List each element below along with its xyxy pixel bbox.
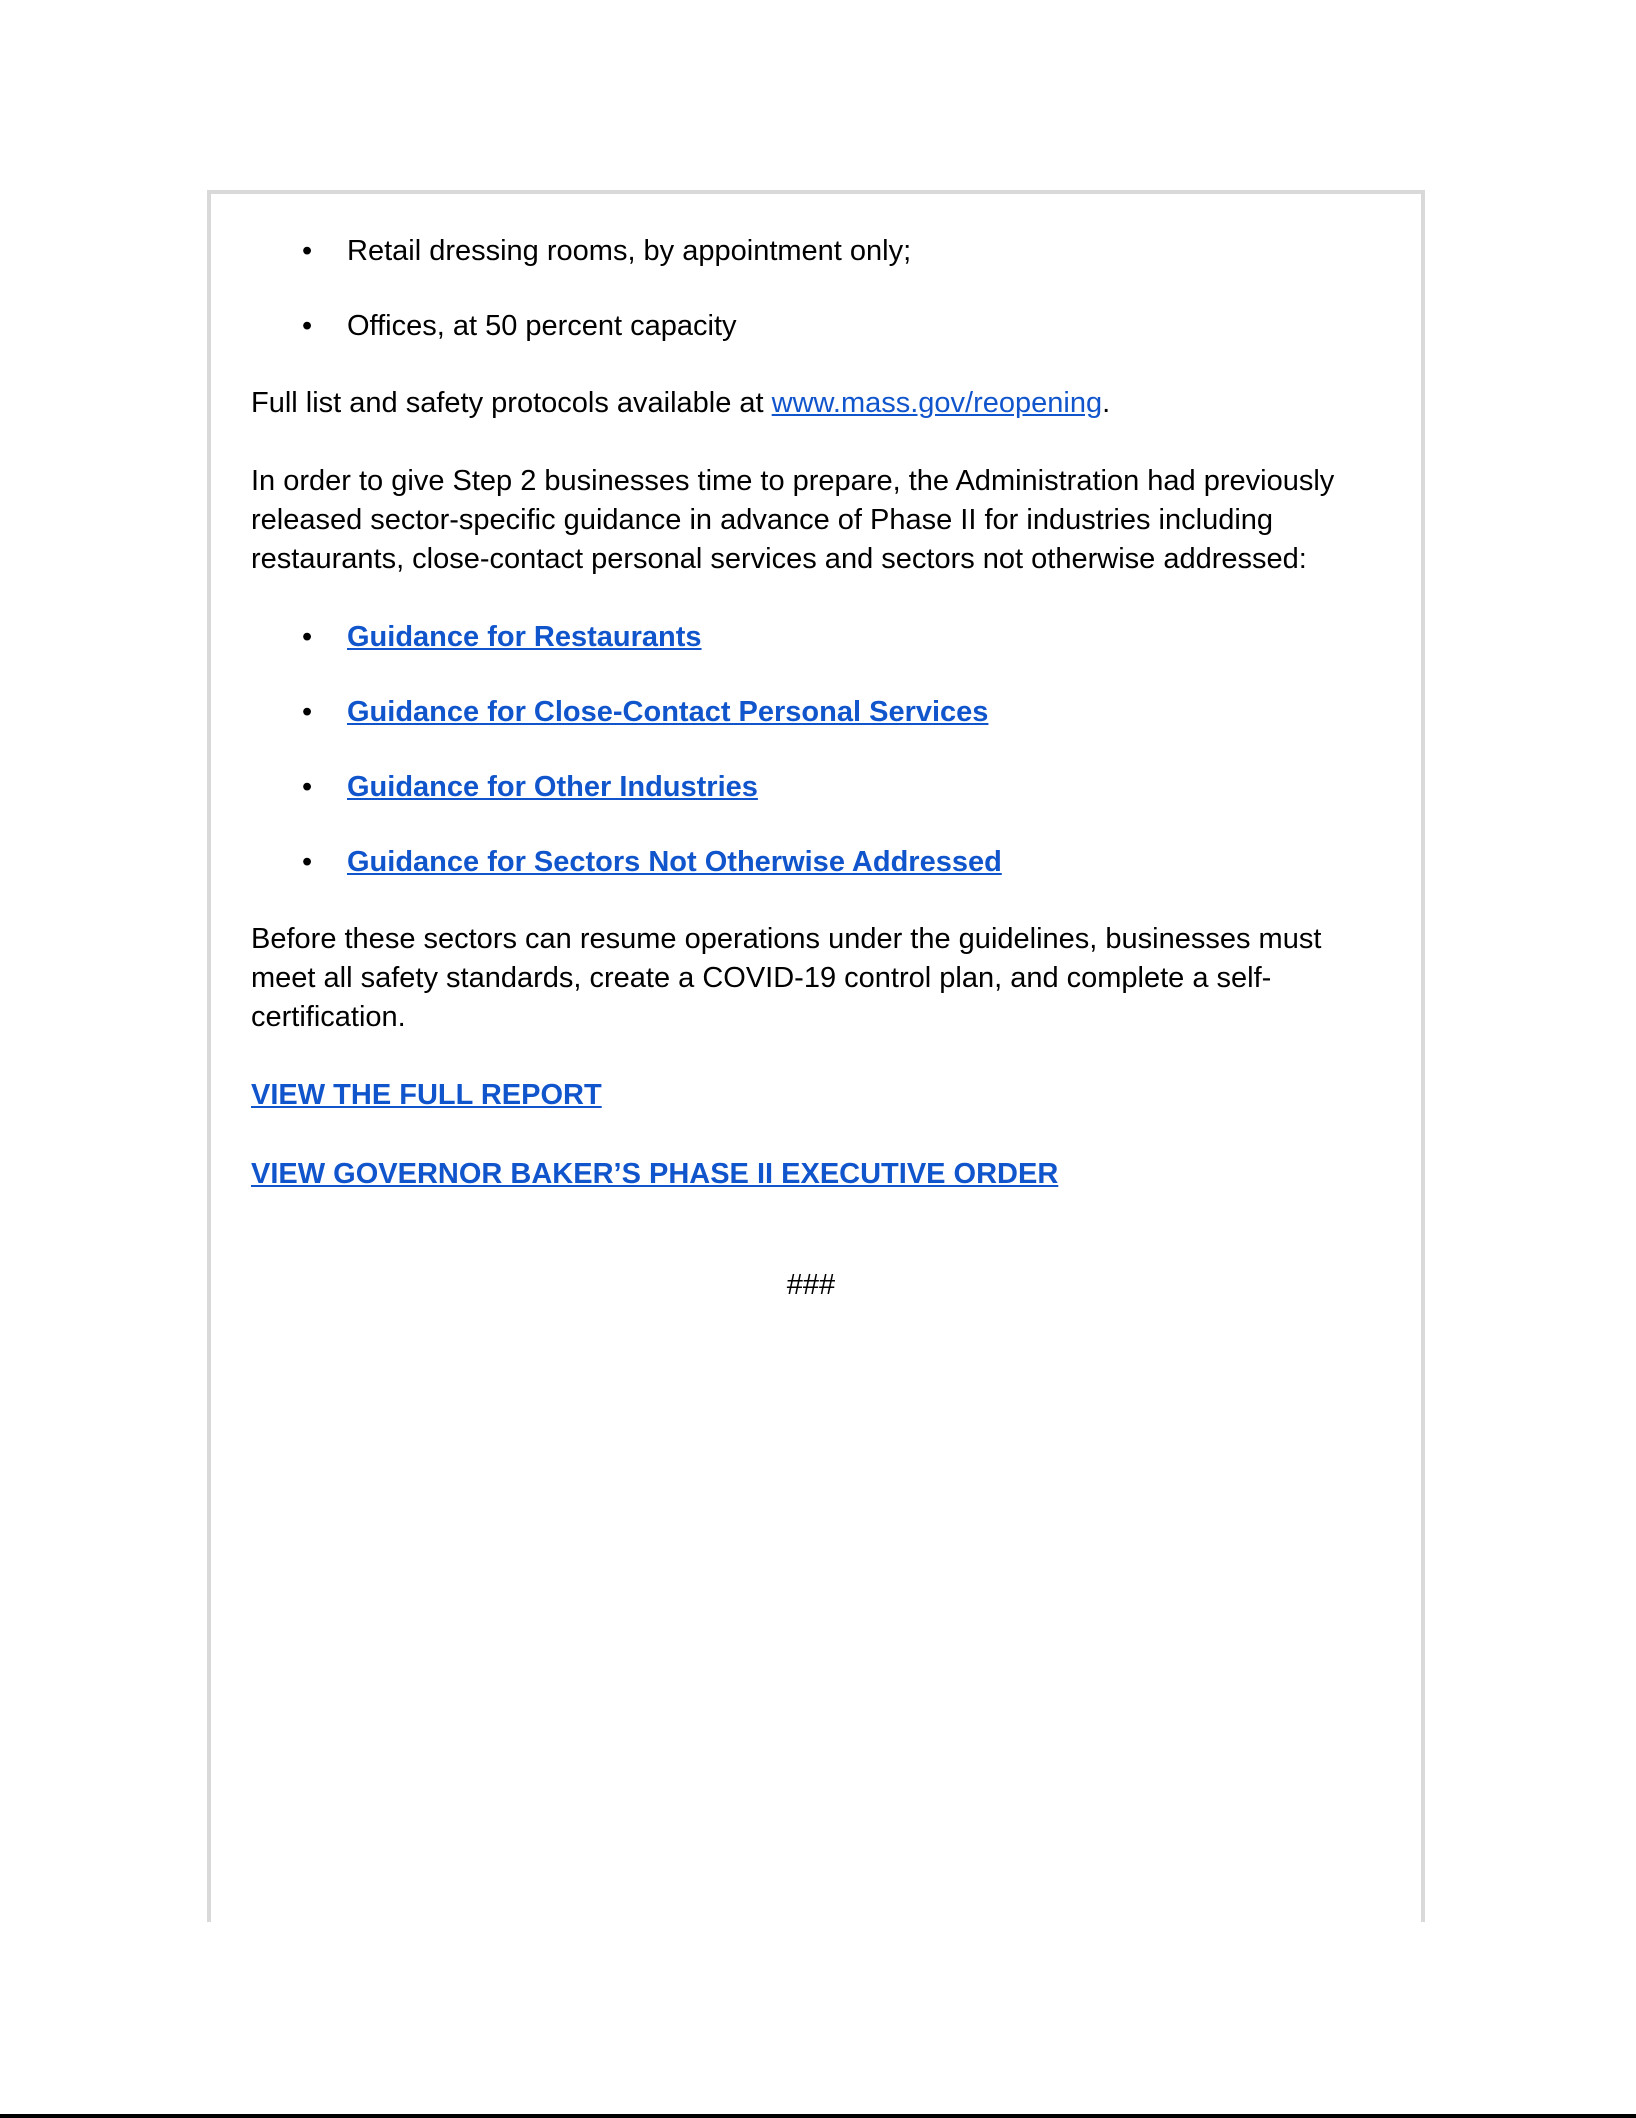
end-mark: ###	[786, 1269, 836, 1301]
bullet-icon: •	[302, 846, 313, 878]
bottom-rule	[0, 2114, 1636, 2118]
list-item	[251, 693, 1371, 732]
protocols-suffix: .	[1102, 387, 1111, 419]
list-item-text: Offices, at 50 percent capacity	[347, 310, 737, 342]
list-item-text: Retail dressing rooms, by appointment only;	[347, 235, 912, 267]
reopening-link[interactable]: www.mass.gov/reopening	[771, 387, 1103, 419]
guidance-link-list	[251, 618, 1371, 882]
list-item	[251, 307, 1371, 346]
guidance-intro-paragraph: In order to give Step 2 businesses time to prepare, the Administration had previously released sector-specific guidance in advance of Phase II for industries including restaurants, close-contact personal services and sectors not otherwise addressed:	[251, 465, 1335, 575]
full-report-paragraph	[251, 1076, 1371, 1115]
guidance-restaurants-link[interactable]: Guidance for Restaurants	[347, 621, 702, 653]
bullet-icon: •	[302, 696, 313, 728]
executive-order-paragraph	[251, 1155, 1371, 1194]
protocols-prefix: Full list and safety protocols available at	[251, 387, 772, 419]
bullet-icon: •	[302, 235, 313, 267]
bullet-icon: •	[302, 621, 313, 653]
protocols-paragraph	[251, 384, 1371, 423]
guidance-personal-services-link[interactable]: Guidance for Close-Contact Personal Services	[347, 696, 989, 728]
list-item	[251, 618, 1371, 657]
guidance-other-sectors-link[interactable]: Guidance for Sectors Not Otherwise Addressed	[347, 846, 1002, 878]
list-item	[251, 768, 1371, 807]
list-item	[251, 843, 1371, 882]
document-body	[251, 232, 1371, 1305]
list-item	[251, 232, 1371, 271]
intro-bullet-list	[251, 232, 1371, 346]
requirements-paragraph: Before these sectors can resume operations under the guidelines, businesses must meet all safety standards, create a COVID-19 control plan, and complete a self-certification.	[251, 923, 1322, 1033]
full-report-link[interactable]: VIEW THE FULL REPORT	[251, 1079, 602, 1111]
guidance-other-industries-link[interactable]: Guidance for Other Industries	[347, 771, 758, 803]
executive-order-link[interactable]: VIEW GOVERNOR BAKER’S PHASE II EXECUTIVE ORDER	[251, 1158, 1059, 1190]
bullet-icon: •	[302, 310, 313, 342]
bullet-icon: •	[302, 771, 313, 803]
